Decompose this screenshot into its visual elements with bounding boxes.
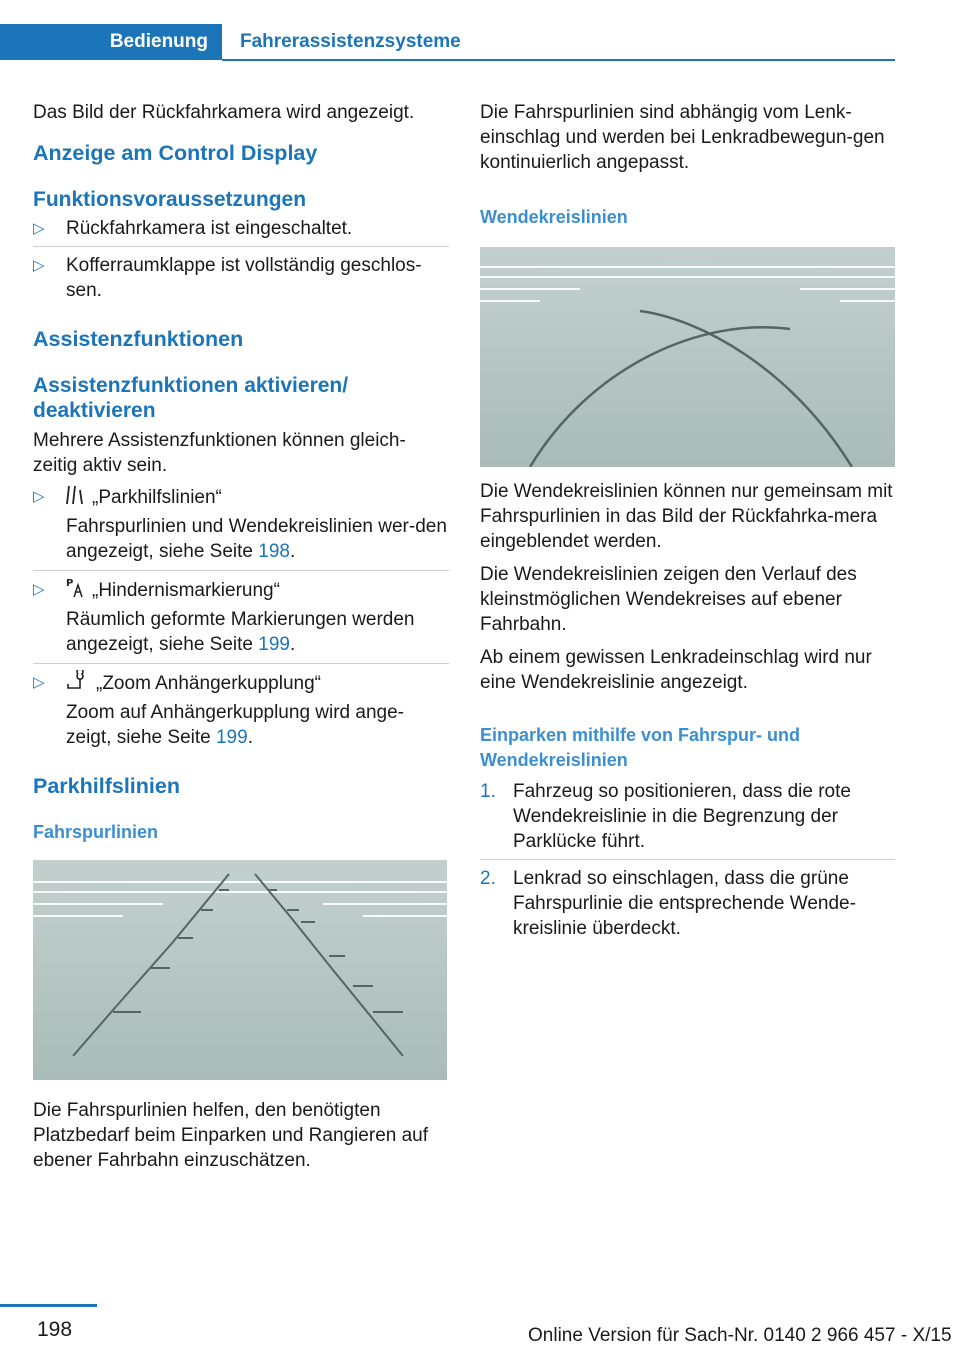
parking-steps-list: [480, 779, 895, 941]
triangle-bullet-icon: ▷: [33, 257, 45, 274]
right-column: [480, 100, 895, 941]
footer-note: Online Version für Sach-Nr. 0140 2 966 457 - X/15: [528, 1325, 952, 1346]
footer-rule: [0, 1304, 97, 1307]
divider: [480, 859, 895, 860]
trailer-hitch-icon: [66, 670, 88, 692]
page-link[interactable]: 199: [215, 727, 248, 748]
heading-lane-lines: Fahrspurlinien: [33, 822, 159, 842]
heading-assist-toggle: Assistenzfunktionen aktivieren/ deaktivieren: [33, 374, 349, 422]
turning-lines-p2: Die Wendekreislinien zeigen den Verlauf des kleinstmöglichen Wendekreises auf ebener Fahrbahn.: [480, 564, 857, 635]
header-rule: [222, 59, 895, 61]
lane-lines-description: Die Fahrspurlinien helfen, den benötigten Platzbedarf beim Einparken und Rangieren auf ebener Fahrbahn einzuschätzen.: [33, 1100, 429, 1171]
triangle-bullet-icon: ▷: [33, 220, 45, 237]
assist-list: [33, 484, 449, 750]
lane-steering-text: Die Fahrspurlinien sind abhängig vom Lenk-einschlag und werden bei Lenkradbewegun-gen kontinuierlich angepasst.: [480, 102, 885, 173]
prerequisites-list: [33, 216, 449, 303]
assist-intro: Mehrere Assistenzfunktionen können gleich-zeitig aktiv sein.: [33, 430, 406, 476]
divider: [33, 663, 449, 664]
page-link[interactable]: 198: [258, 541, 290, 562]
heading-turning-lines: Wendekreislinien: [480, 207, 628, 227]
heading-prerequisites: Funktionsvoraussetzungen: [33, 188, 307, 211]
list-item: 1. Fahrzeug so positionieren, dass die rote Wendekreislinie in die Begrenzung der Parklücke führt.: [480, 781, 851, 852]
list-item: ▷ P „Hindernismarkierung“ Räumlich geformte Markierungen werden angezeigt, siehe Seite 199.: [33, 578, 415, 655]
list-item: 2. Lenkrad so einschlagen, dass die grüne Fahrspurlinie die entsprechende Wende-kreislinie überdeckt.: [480, 868, 856, 939]
triangle-bullet-icon: ▷: [33, 581, 45, 598]
heading-park-lines: Parkhilfslinien: [33, 774, 180, 798]
turning-lines-camera-image: [480, 247, 895, 467]
left-column: [33, 100, 449, 1183]
section-tab: Bedienung: [0, 24, 222, 60]
heading-assist-functions: Assistenzfunktionen: [33, 327, 244, 351]
list-item: ▷ Rückfahrkamera ist eingeschaltet.: [33, 218, 353, 239]
parking-lines-icon: [66, 484, 84, 506]
heading-parking-with-lines: Einparken mithilfe von Fahrspur- und Wendekreislinien: [480, 725, 801, 770]
page-link[interactable]: 199: [258, 634, 290, 655]
intro-text: Das Bild der Rückfahrkamera wird angezeigt.: [33, 102, 415, 123]
list-item: ▷ Kofferraumklappe ist vollständig geschlos- sen.: [33, 255, 422, 301]
triangle-bullet-icon: ▷: [33, 674, 45, 691]
page-number: 198: [37, 1318, 73, 1341]
chapter-tab: Fahrerassistenzsysteme: [240, 31, 461, 52]
heading-control-display: Anzeige am Control Display: [33, 141, 318, 165]
turning-lines-p3: Ab einem gewissen Lenkradeinschlag wird nur eine Wendekreislinie angezeigt.: [480, 647, 872, 693]
divider: [33, 246, 449, 247]
list-item: ▷ „Parkhilfslinien“ Fahrspurlinien und Wendekreislinien wer-den angezeigt, siehe Seite 198.: [33, 484, 449, 564]
divider: [33, 570, 449, 571]
turning-lines-p1: Die Wendekreislinien können nur gemeinsam mit Fahrspurlinien in das Bild der Rückfahrka-mera eingeblendet werden.: [480, 481, 893, 552]
running-header: [0, 24, 895, 62]
lane-lines-camera-image: [33, 860, 447, 1080]
obstacle-marking-icon: [66, 577, 84, 599]
triangle-bullet-icon: ▷: [33, 488, 45, 505]
svg-text:P: P: [66, 578, 74, 589]
list-item: ▷ „Zoom Anhängerkupplung“ Zoom auf Anhängerkupplung wird ange-zeigt, siehe Seite 199.: [33, 670, 449, 750]
